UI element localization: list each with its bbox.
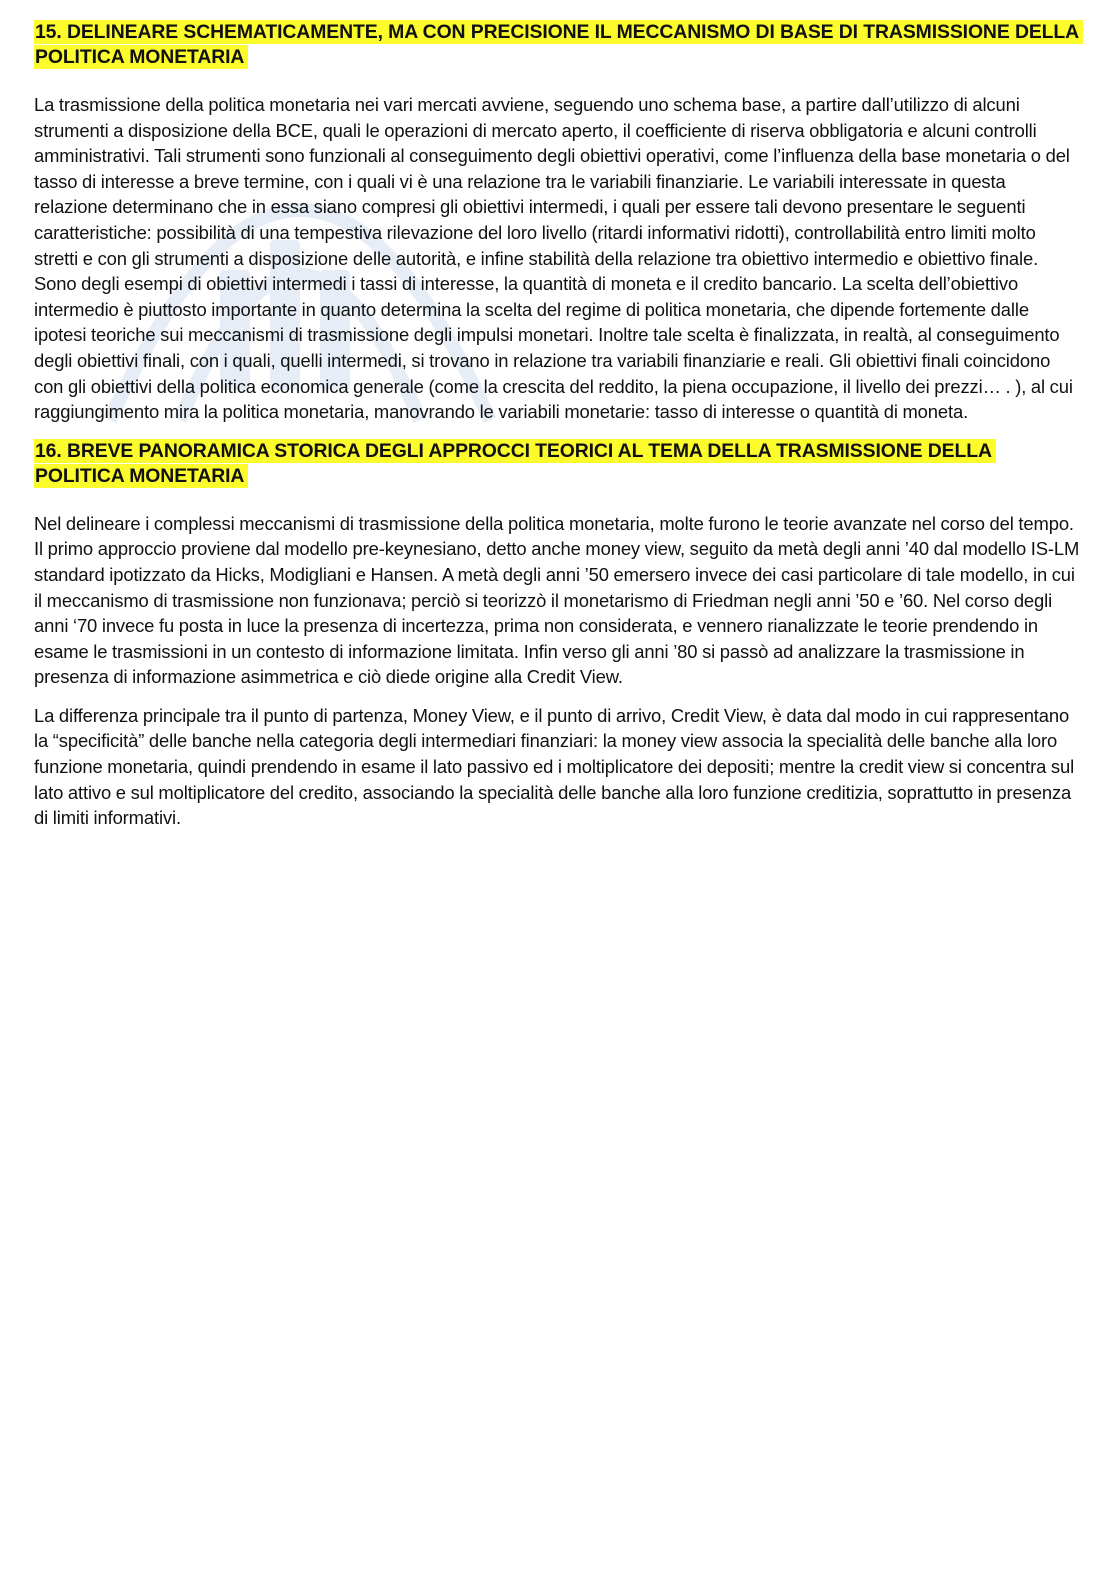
section-15	[34, 20, 1082, 425]
section-16	[34, 439, 1082, 831]
document-page	[34, 20, 1082, 845]
paragraph: La differenza principale tra il punto di partenza, Money View, e il punto di arrivo, Credit View, è data dal modo in cui rappresentano la “specificità” delle banche nella categoria degli intermediari finanziari: la money view associa la specialità delle banche alla loro funzione monetaria, quindi prendendo in esame il lato passivo ed i moltiplicatore dei depositi; mentre la credit view si concentra sul lato attivo e sul moltiplicatore del credito, associando la specialità delle banche alla loro funzione creditizia, soprattutto in presenza di limiti informativi.	[34, 704, 1075, 829]
paragraph: La trasmissione della politica monetaria nei vari mercati avviene, seguendo uno schema base, a partire dall’utilizzo di alcuni strumenti a disposizione della BCE, quali le operazioni di mercato aperto, il coefficiente di riserva obbligatoria e alcuni controlli amministrativi. Tali strumenti sono funzionali al conseguimento degli obiettivi operativi, come l’influenza della base monetaria o del tasso di interesse a breve termine, con i quali vi è una relazione tra le variabili finanziarie. Le variabili interessate in questa relazione determinano che in essa siano compresi gli obiettivi intermedi, i quali per essere tali devono presentare le seguenti caratteristiche: possibilità di una tempestiva rilevazione del loro livello (ritardi informativi ridotti), controllabilità entro limiti molto stretti e con gli strumenti a disposizione delle autorità, e infine stabilità della relazione tra obiettivo intermedio e obiettivo finale. Sono degli esempi di obiettivi intermedi i tassi di interesse, la quantità di moneta e il credito bancario. La scelta dell’obiettivo intermedio è piuttosto importante in quanto determina la scelta del regime di politica monetaria, che dipende fortemente dalle ipotesi teoriche sui meccanismi di trasmissione degli impulsi monetari. Inoltre tale scelta è finalizzata, in realtà, al conseguimento degli obiettivi finali, con i quali, quelli intermedi, si trovano in relazione tra variabili finanziarie e reali. Gli obiettivi finali coincidono con gli obiettivi della politica economica generale (come la crescita del reddito, la piena occupazione, il livello dei prezzi… . ), al cui raggiungimento mira la politica monetaria, manovrando le variabili monetarie: tasso di interesse o quantità di moneta.	[34, 94, 1073, 423]
highlighted-heading-text: 16. BREVE PANORAMICA STORICA DEGLI APPROCCI TEORICI AL TEMA DELLA TRASMISSIONE DELLA POLITICA MONETARIA	[34, 439, 996, 488]
section-heading	[34, 439, 1082, 489]
section-heading	[34, 20, 1082, 70]
highlighted-heading-text: 15. DELINEARE SCHEMATICAMENTE, MA CON PRECISIONE IL MECCANISMO DI BASE DI TRASMISSIONE DELLA POLITICA MONETARIA	[34, 20, 1083, 69]
paragraph: Nel delineare i complessi meccanismi di trasmissione della politica monetaria, molte furono le teorie avanzate nel corso del tempo. Il primo approccio proviene dal modello pre-keynesiano, detto anche money view, seguito da metà degli anni ’40 dal modello IS-LM standard ipotizzato da Hicks, Modigliani e Hansen. A metà degli anni ’50 emersero invece dei casi particolare di tale modello, in cui il meccanismo di trasmissione non funzionava; perciò si teorizzò il monetarismo di Friedman negli anni ’50 e ’60. Nel corso degli anni ‘70 invece fu posta in luce la presenza di incertezza, prima non considerata, e vennero rianalizzate le teorie prendendo in esame le trasmissioni in un contesto di informazione limitata. Infin verso gli anni ’80 si passò ad analizzare la trasmissione in presenza di informazione asimmetrica e ciò diede origine alla Credit View.	[34, 512, 1080, 688]
